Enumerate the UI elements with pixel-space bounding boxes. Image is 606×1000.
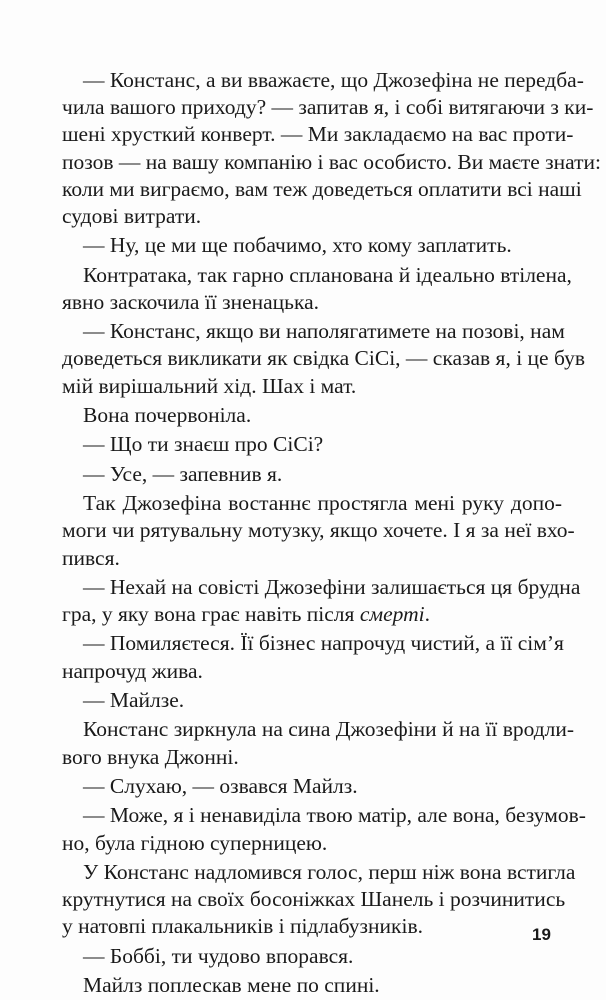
- paragraph: [62, 318, 585, 400]
- paragraph: [62, 773, 562, 800]
- text-line: напрочуд жива.: [62, 658, 203, 683]
- text-line: — Що ти знаєш про СіСі?: [83, 432, 324, 457]
- text-line: Констанс зиркнула на сина Джозефіни й на її вродли-: [83, 717, 575, 742]
- page-number: 19: [532, 925, 551, 944]
- text-line: У Констанс надломився голос, перш ніж вона встигла: [83, 859, 576, 884]
- text-line: позов — на вашу компанію і вас особисто. Ви маєте знати:: [62, 149, 602, 174]
- text-line: — Констанс, а ви вважаєте, що Джозефіна не передба-: [83, 68, 584, 92]
- text-line: — Усе, — запевнив я.: [83, 461, 283, 486]
- paragraph: [62, 67, 602, 230]
- text-line: явно заскочила її зненацька.: [62, 289, 320, 314]
- text-line: мій вирішальний хід. Шах і мат.: [62, 373, 357, 398]
- paragraph: [62, 687, 562, 714]
- text-line: — Помиляєтеся. Її бізнес напрочуд чистий, а її сім’я: [83, 631, 564, 656]
- text-line: Майлз поплескав мене по спині.: [83, 973, 380, 997]
- text-span: гра, у яку вона грає навіть після: [62, 602, 360, 627]
- text-line: Контратака, так гарно спланована й ідеально втілена,: [83, 262, 572, 287]
- text-line: доведеться викликати як свідка СіСі, — сказав я, і це був: [62, 346, 585, 371]
- paragraph: [62, 232, 562, 259]
- paragraph: [62, 402, 562, 429]
- paragraph: [62, 859, 576, 941]
- text-line: — Слухаю, — озвався Майлз.: [83, 773, 358, 798]
- text-line: но, була гідною суперницею.: [62, 830, 328, 855]
- paragraph: [62, 574, 581, 628]
- paragraph: [62, 461, 562, 488]
- paragraph: [62, 802, 586, 856]
- text-span: .: [424, 602, 430, 627]
- italic-word: смерті: [359, 602, 425, 627]
- text-line: Так Джозефіна востаннє простягла мені руку допо-: [83, 491, 562, 516]
- text-line: — Ну, це ми ще побачимо, хто кому заплатить.: [83, 233, 512, 258]
- paragraph: [62, 943, 562, 970]
- paragraph: [62, 490, 575, 572]
- body-text: [62, 67, 602, 999]
- text-line: — Майлзе.: [83, 688, 185, 712]
- text-line: — Нехай на совісті Джозефіни залишається ця брудна: [83, 574, 581, 599]
- text-line: у натовпі плакальників і підлабузників.: [62, 914, 423, 939]
- text-line: крутнутися на своїх босоніжках Шанель і розчинитись: [62, 887, 566, 912]
- text-line: моги чи рятувальну мотузку, якщо хочете. І я за неї вхо-: [62, 518, 575, 543]
- paragraph: [62, 972, 562, 999]
- text-line: пився.: [62, 545, 120, 570]
- paragraph: [62, 716, 575, 770]
- text-line: чила вашого приходу? — запитав я, і собі витягаючи з ки-: [62, 95, 594, 120]
- text-line: коли ми виграємо, вам теж доведеться оплатити всі наші: [62, 176, 582, 201]
- text-line: вого внука Джонні.: [62, 744, 239, 769]
- text-line: — Боббі, ти чудово впорався.: [83, 943, 354, 968]
- paragraph: [62, 431, 562, 458]
- text-line: — Може, я і ненавиділа твою матір, але вона, безумов-: [83, 803, 586, 828]
- paragraph: [62, 262, 572, 316]
- paragraph: [62, 630, 562, 684]
- text-line: Вона почервоніла.: [83, 403, 252, 427]
- text-line: [62, 601, 562, 628]
- text-line: судові витрати.: [62, 203, 202, 228]
- text-line: шені хрусткий конверт. — Ми закладаємо на вас проти-: [62, 122, 574, 147]
- text-line: — Констанс, якщо ви наполягатимете на позові, нам: [83, 319, 565, 344]
